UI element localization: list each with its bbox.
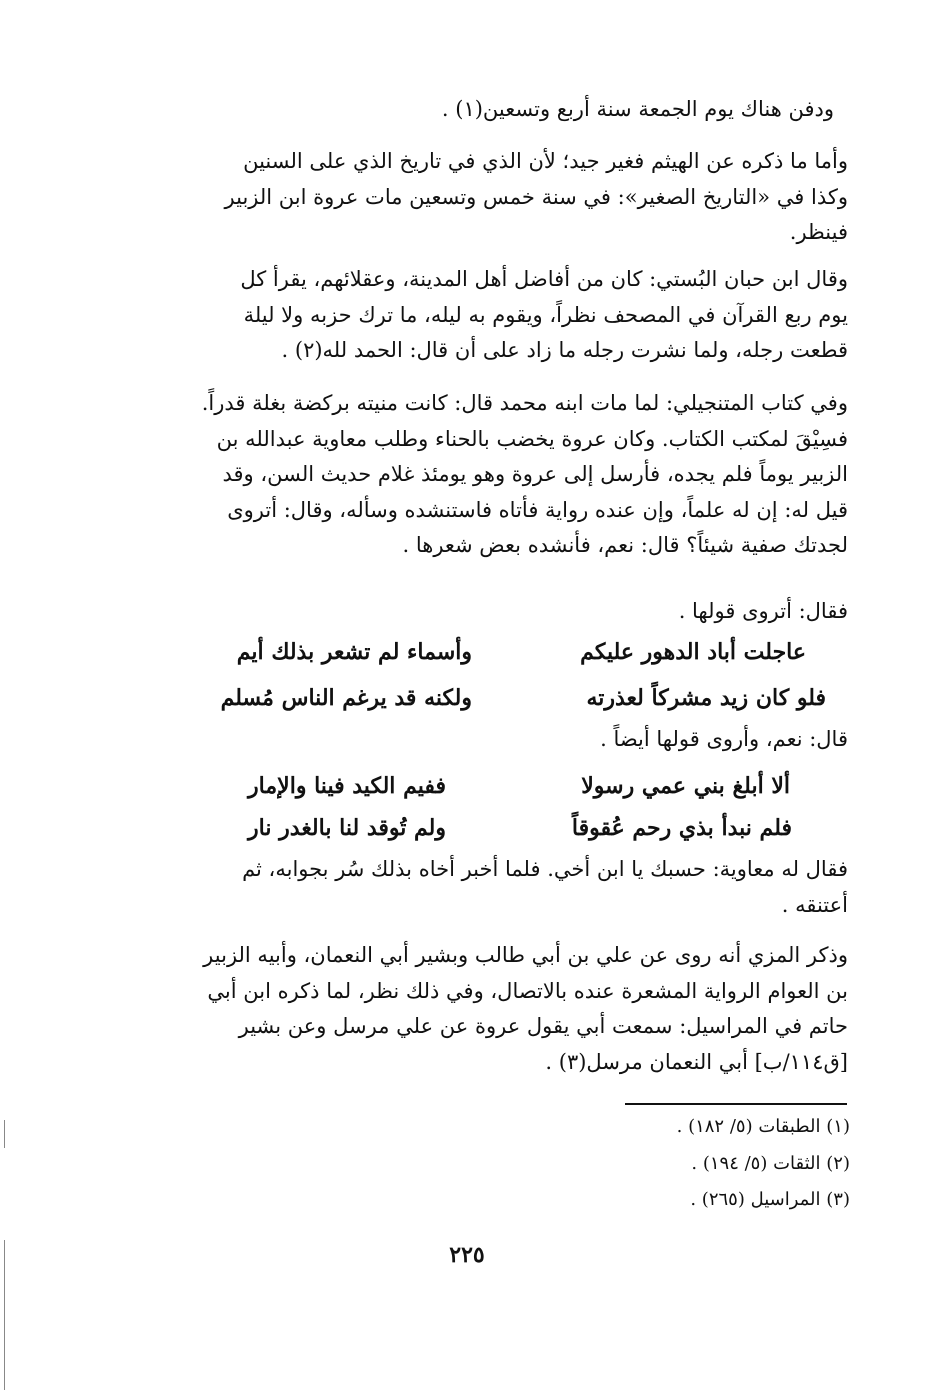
verse-hemistich: ألا أبلغ بني عمي رسولا xyxy=(581,773,790,799)
text-line: قطعت رجله، ولما نشرت رجله ما زاد على أن قال: الحمد لله(٢) . xyxy=(281,338,848,362)
text-line: أعتنقه . xyxy=(781,892,848,917)
footnote: (٣) المراسيل (٢٦٥) . xyxy=(690,1189,850,1210)
paragraph-muawiya xyxy=(124,852,848,923)
verse-hemistich: فلو كان زيد مشركاً لعذرته xyxy=(586,685,826,711)
text-line: قال: نعم، وأروى قولها أيضاً . xyxy=(600,727,848,751)
scan-margin-mark xyxy=(4,1240,5,1330)
paragraph-verse-intro-2 xyxy=(124,722,848,758)
text-line: وقال ابن حبان البُستي: كان من أفاضل أهل المدينة، وعقلائهم، يقرأ كل xyxy=(240,267,848,291)
text-line: فينظر. xyxy=(789,220,848,244)
text-line: الزبير يوماً فلم يجده، فأرسل إلى عروة وهو يومئذ غلام حديث السن، وقد xyxy=(222,462,848,486)
text-line: وأما ما ذكره عن الهيثم فغير جيد؛ لأن الذي في تاريخ الذي على السنين xyxy=(243,149,848,173)
scan-margin-mark xyxy=(4,1120,5,1148)
verse-hemistich: عاجلت أباد الدهور عليكم xyxy=(580,639,806,665)
verse-hemistich: وأسماء لم تشعر بذلك أيم xyxy=(236,639,472,665)
text-line: وفي كتاب المتنجيلي: لما مات ابنه محمد قال: كانت منيته بركضة بغلة قدراً. xyxy=(201,391,848,415)
paragraph-mizzi xyxy=(124,938,848,1080)
text-line: حاتم في المراسيل: سمعت أبي يقول عروة عن علي مرسل وعن بشير xyxy=(238,1014,848,1038)
text-line: [ق١١٤/ب] أبي النعمان مرسل(٣) . xyxy=(545,1049,848,1074)
scan-margin-mark xyxy=(4,1330,5,1390)
verse-hemistich: ولكنه قد يرغم الناس مُسلم xyxy=(220,685,472,711)
verse-hemistich: فلم نبدأ بذي رحم عُقوقاً xyxy=(571,815,792,841)
page-number: ٢٢٥ xyxy=(449,1242,485,1268)
footnote: (٢) الثقات (٥/ ١٩٤) . xyxy=(691,1153,850,1174)
text-line: ودفن هناك يوم الجمعة سنة أربع وتسعين(١) . xyxy=(441,97,834,121)
text-line: يوم ربع القرآن في المصحف نظراً، ويقوم به ليله، ما ترك حزبه ولا ليلة xyxy=(243,302,848,327)
text-line: وكذا في «التاريخ الصغير»: في سنة خمس وتسعين مات عروة ابن الزبير xyxy=(224,184,848,209)
text-line: فقال: أتروى قولها . xyxy=(678,599,848,623)
paragraph-haytham xyxy=(124,144,848,251)
text-line: بن العوام الرواية المشعرة عنده بالاتصال، وفي ذلك نظر، لما ذكره ابن أبي xyxy=(207,978,848,1003)
text-line: لجدتك صفية شيئاً؟ قال: نعم، فأنشده بعض شعرها . xyxy=(402,533,848,557)
verse-hemistich: ففيم الكيد فينا والإمار xyxy=(248,773,446,799)
verse-hemistich: ولم تُوقد لنا بالغدر نار xyxy=(248,815,446,841)
text-line: فقال له معاوية: حسبك يا ابن أخي. فلما أخبر أخاه بذلك سُر بجوابه، ثم xyxy=(242,857,848,881)
paragraph-verse-intro-1 xyxy=(124,594,848,630)
footnote-separator xyxy=(625,1103,847,1105)
text-line: قيل له: إن له علماً، وإن عنده رواية فأتاه فاستنشده وسأله، وقال: أتروى xyxy=(227,497,848,522)
text-line: وذكر المزي أنه روى عن علي بن أبي طالب وبشير أبي النعمان، وأبيه الزبير xyxy=(203,943,848,967)
paragraph-burial xyxy=(134,92,834,128)
footnote: (١) الطبقات (٥/ ١٨٢) . xyxy=(676,1116,850,1137)
paragraph-mutanjili xyxy=(124,386,848,564)
text-line: فسِيْقَ لمكتب الكتاب. وكان عروة يخضب بالحناء وطلب معاوية عبدالله بن xyxy=(216,426,848,451)
paragraph-ibn-hibban xyxy=(124,262,848,369)
